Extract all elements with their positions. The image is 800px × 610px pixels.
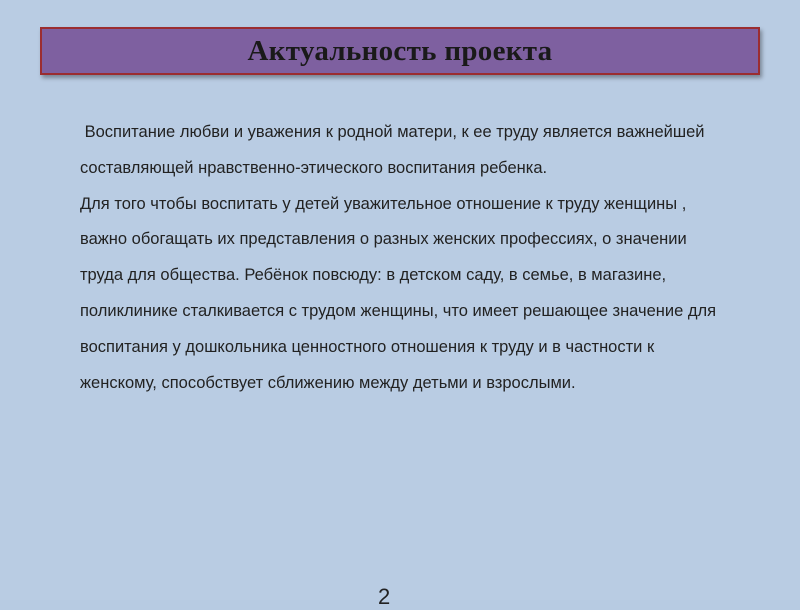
title-banner: [40, 27, 760, 75]
body-paragraph-1: Воспитание любви и уважения к родной матери, к ее труду является важнейшей составляющей нравственно-этического воспитания ребенка.: [80, 123, 710, 177]
slide-title: Актуальность проекта: [247, 34, 553, 67]
page-number: 2: [378, 584, 391, 609]
slide-body: [80, 115, 730, 401]
body-paragraph-2: Для того чтобы воспитать у детей уважительное отношение к труду женщины , важно обогащать их представления о разных женских профессиях, о значении труда для общества. Ребёнок повсюду: в детском саду, в семье, в магазине, поликлинике сталкивается с трудом женщины, что имеет решающее значение для воспитания у дошкольника ценностного отношения к труду и в частности к женскому, способствует сближению между детьми и взрослыми.: [80, 194, 717, 392]
